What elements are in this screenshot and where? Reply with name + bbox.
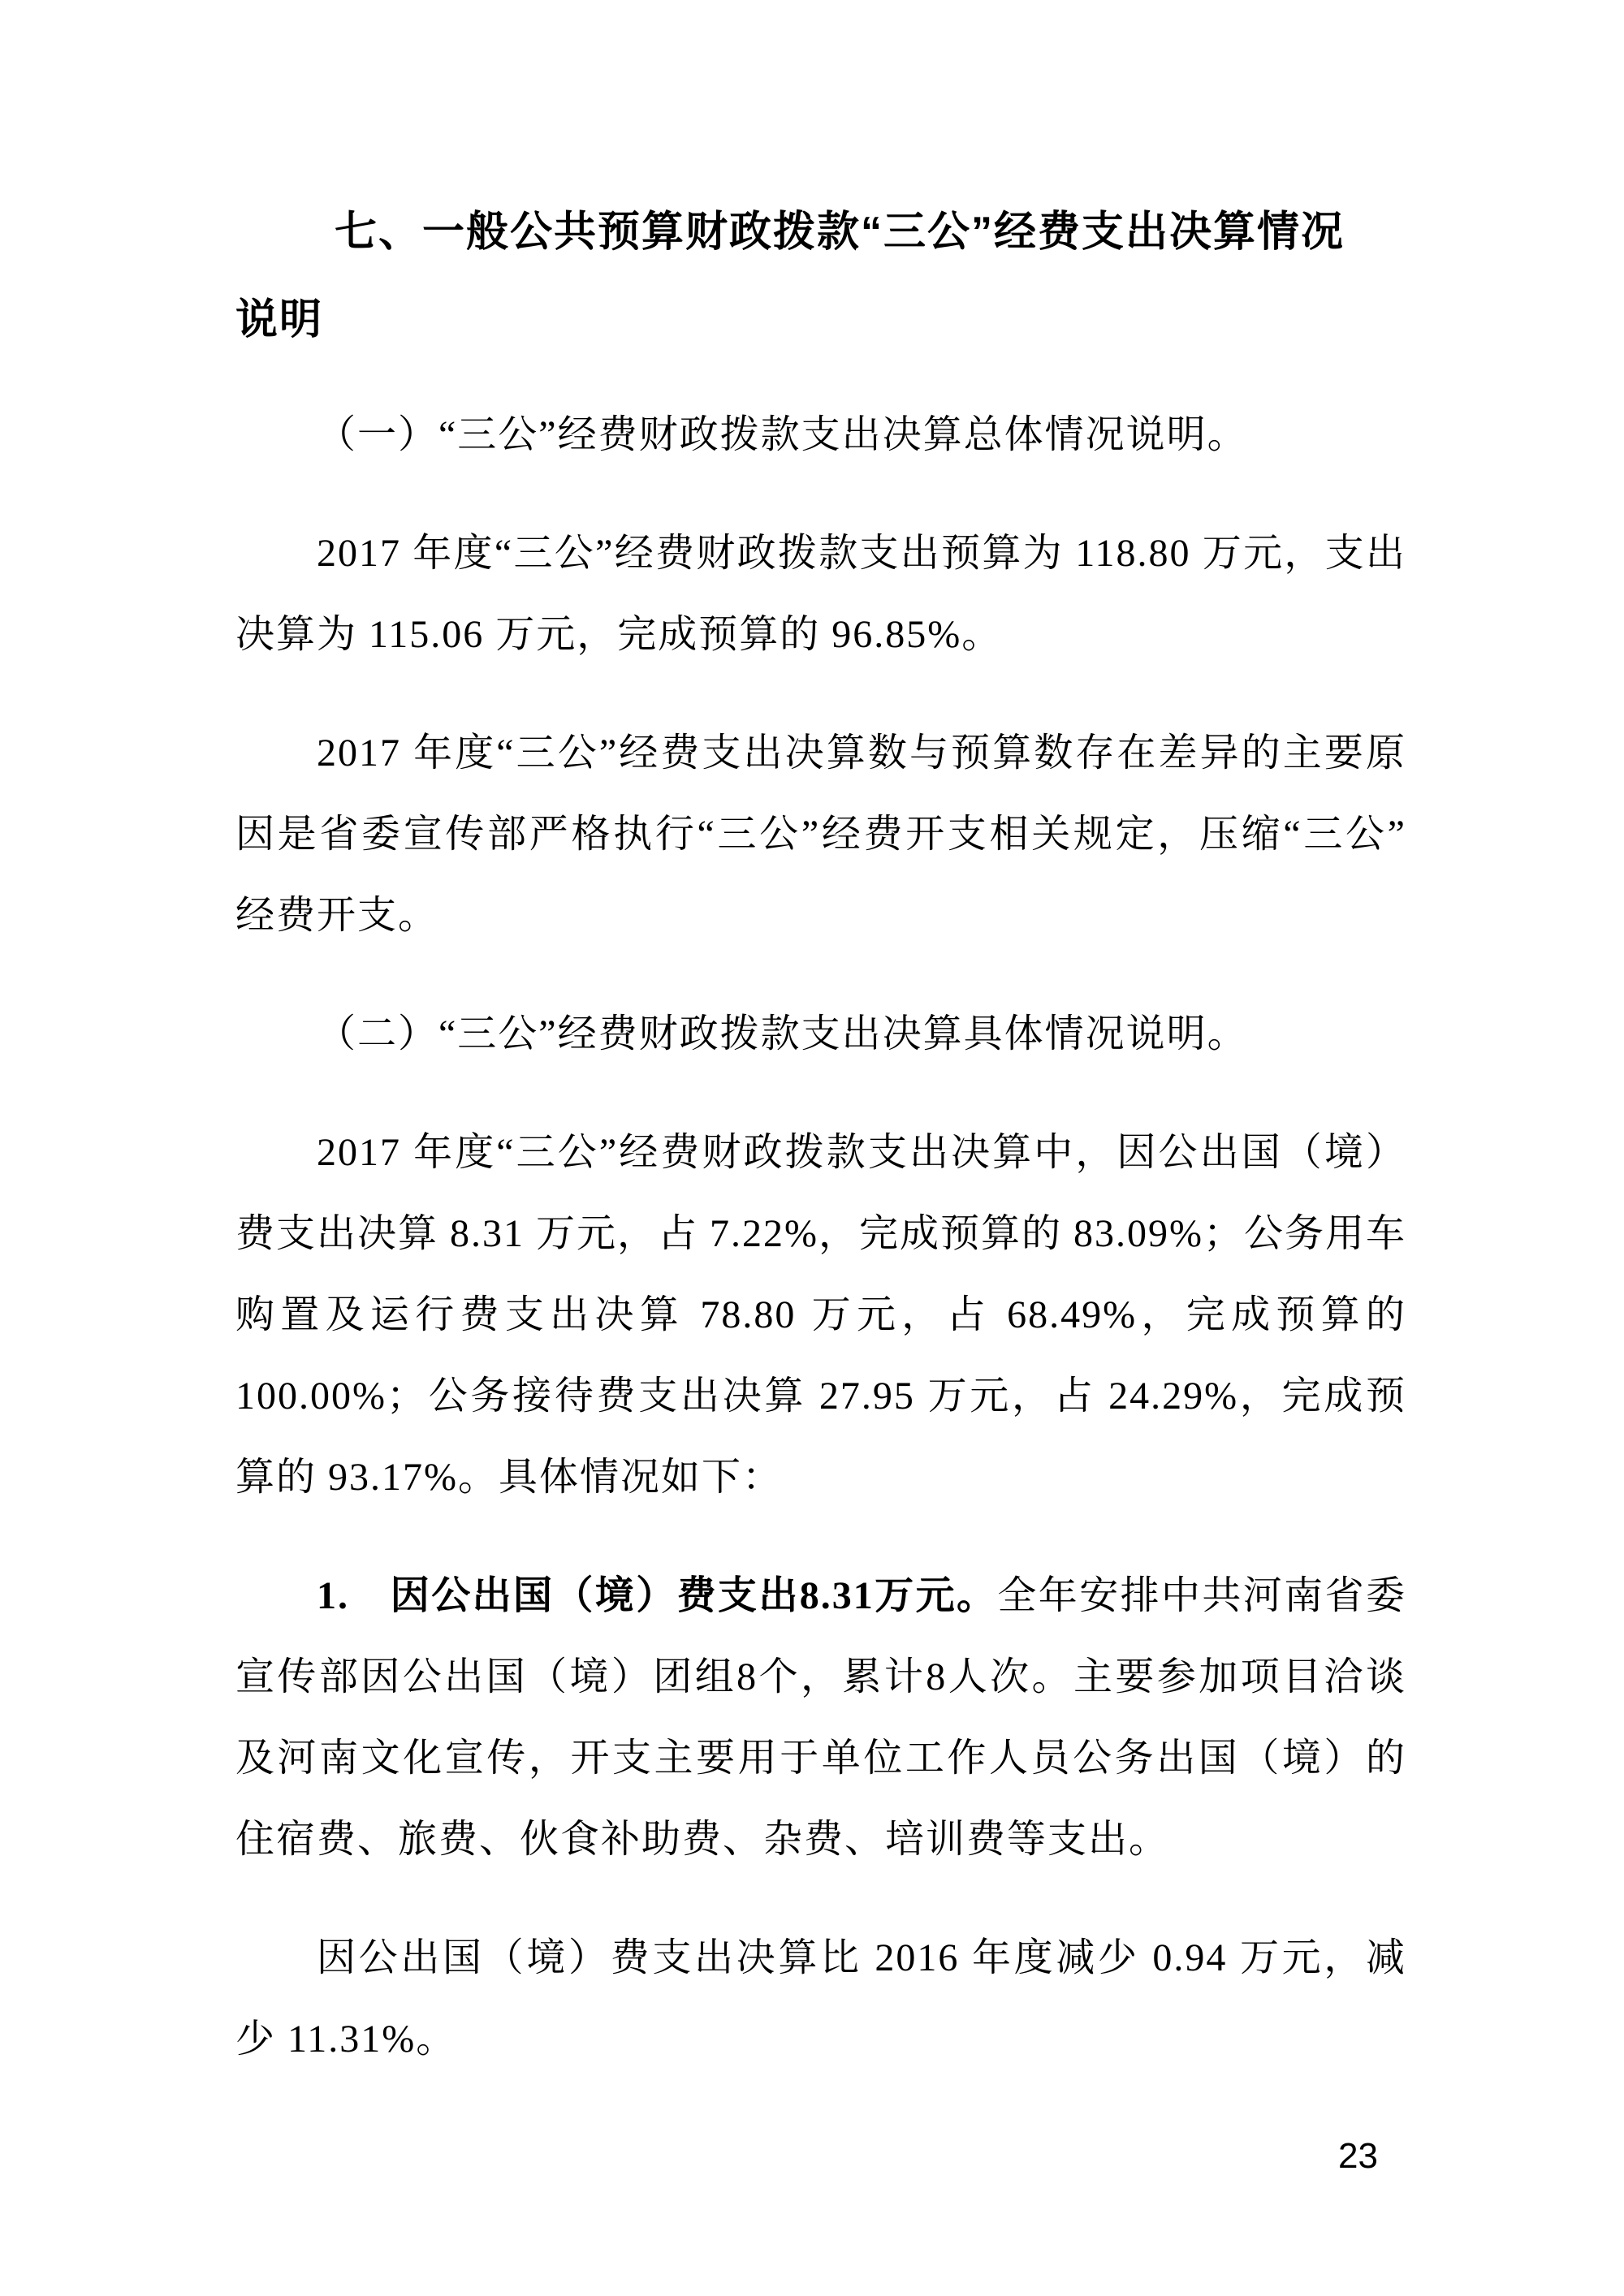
section-2-closing-paragraph: 因公出国（境）费支出决算比 2016 年度减少 0.94 万元，减少 11.31%。 [235, 1936, 1406, 2061]
section-1-paragraph-2: 2017 年度“三公”经费支出决算数与预算数存在差异的主要原因是省委宣传部严格执行“三公”经费开支相关规定，压缩“三公”经费开支。 [235, 732, 1406, 937]
section-1-paragraph-1: 2017 年度“三公”经费财政拨款支出预算为 118.80 万元，支出决算为 115.06 万元，完成预算的 96.85%。 [235, 532, 1406, 656]
document-title [235, 188, 1406, 364]
list-item-1-text: 全年安排中共河南省委宣传部因公出国（境）团组8个，累计8人次。主要参加项目洽谈及河南文化宣传，开支主要用于单位工作人员公务出国（境）的住宿费、旅费、伙食补助费、杂费、培训费等支出。 [235, 1574, 1406, 1861]
list-item-1-lead: 1. 因公出国（境）费支出8.31万元。 [317, 1574, 998, 1617]
document-title-line-1: 七、一般公共预算财政拨款“三公”经费支出决算情况 [335, 209, 1345, 256]
section-2-paragraph-1: 2017 年度“三公”经费财政拨款支出决算中，因公出国（境）费支出决算 8.31 万元，占 7.22%，完成预算的 83.09%；公务用车购置及运行费支出决算 78.80 万元，占 68.49%，完成预算的 100.00%；公务接待费支出决算 27.95 万元，占 24.29%，完成预算的 93.17%。具体情况如下： [235, 1131, 1406, 1499]
page-number: 23 [1338, 2136, 1378, 2176]
document-content [235, 0, 1406, 2117]
section-2-heading: （二）“三公”经费财政拨款支出决算具体情况说明。 [317, 1012, 1248, 1055]
document-title-line-2: 说明 [235, 296, 324, 343]
section-1-heading: （一）“三公”经费财政拨款支出决算总体情况说明。 [317, 413, 1248, 456]
section-2-list-item-1 [235, 1556, 1406, 1880]
